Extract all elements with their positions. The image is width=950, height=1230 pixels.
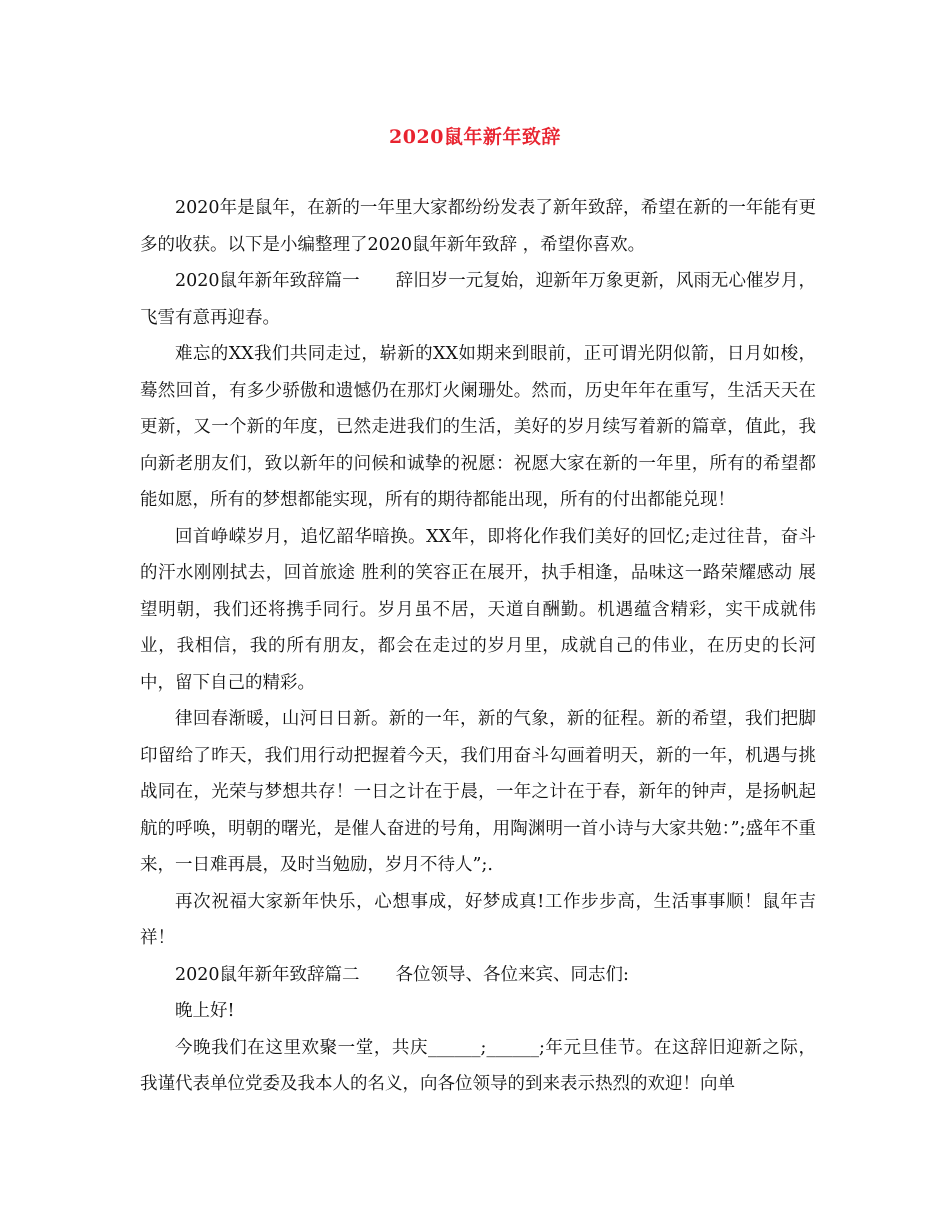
section-one-heading: 2020鼠年新年致辞篇一 (175, 271, 360, 291)
section-two-paragraph (140, 957, 816, 994)
section-two-heading: 2020鼠年新年致辞篇二 (175, 964, 360, 985)
body-paragraph: 今晚我们在这里欢聚一堂，共庆______;______;年元旦佳节。在这辞旧迎新之际，我谨代表单位党委及我本人的名义，向各位领导的到来表示热烈的欢迎！向单 (140, 1037, 816, 1094)
section-one-text: 辞旧岁一元复始，迎新年万象更新，风雨无心催岁月，飞雪有意再迎春。 (140, 271, 816, 328)
document-title: 2020鼠年新年致辞 (389, 126, 561, 148)
closing-paragraph: 再次祝福大家新年快乐，心想事成，好梦成真!工作步步高，生活事事顺！鼠年吉祥！ (140, 891, 816, 948)
greeting-paragraph: 晚上好! (175, 1001, 235, 1021)
body-paragraph: 回首峥嵘岁月，追忆韶华暗换。XX年，即将化作我们美好的回忆;走过往昔，奋斗的汗水刚刚拭去，回首旅途 胜利的笑容正在展开，执手相逢，品味这一路荣耀感动 展望明朝，我们还将携手同行。岁月虽不居，天道自酬勤。机遇蕴含精彩，实干成就伟业，我相信，我的所有朋友，都会在走过的岁月里，成就自己的伟业，在历史的长河中，留下自己的精彩。 (140, 526, 816, 693)
intro-paragraph: 2020年是鼠年，在新的一年里大家都纷纷发表了新年致辞，希望在新的一年能有更多的收获。以下是小编整理了2020鼠年新年致辞 ，希望你喜欢。 (140, 198, 816, 255)
section-one-paragraph (140, 263, 816, 336)
body-paragraph: 难忘的XX我们共同走过，崭新的XX如期来到眼前，正可谓光阴似箭，日月如梭，蓦然回首，有多少骄傲和遗憾仍在那灯火阑珊处。然而，历史年年在重写，生活天天在更新，又一个新的年度，已然走进我们的生活，美好的岁月续写着新的篇章，值此，我向新老朋友们，致以新年的问候和诚挚的祝愿：祝愿大家在新的一年里，所有的希望都能如愿，所有的梦想都能实现，所有的期待都能出现，所有的付出都能兑现！ (140, 344, 816, 510)
section-two-text: 各位领导、各位来宾、同志们: (395, 964, 629, 985)
body-paragraph: 律回春渐暖，山河日日新。新的一年，新的气象，新的征程。新的希望，我们把脚印留给了昨天，我们用行动把握着今天，我们用奋斗勾画着明天，新的一年，机遇与挑战同在，光荣与梦想共存！一日之计在于晨，一年之计在于春，新年的钟声，是扬帆起航的呼唤，明朝的曙光，是催人奋进的号角，用陶渊明一首小诗与大家共勉：”;盛年不重来，一日难再晨，及时当勉励，岁月不待人”;. (140, 709, 816, 875)
document-body (140, 190, 816, 1103)
